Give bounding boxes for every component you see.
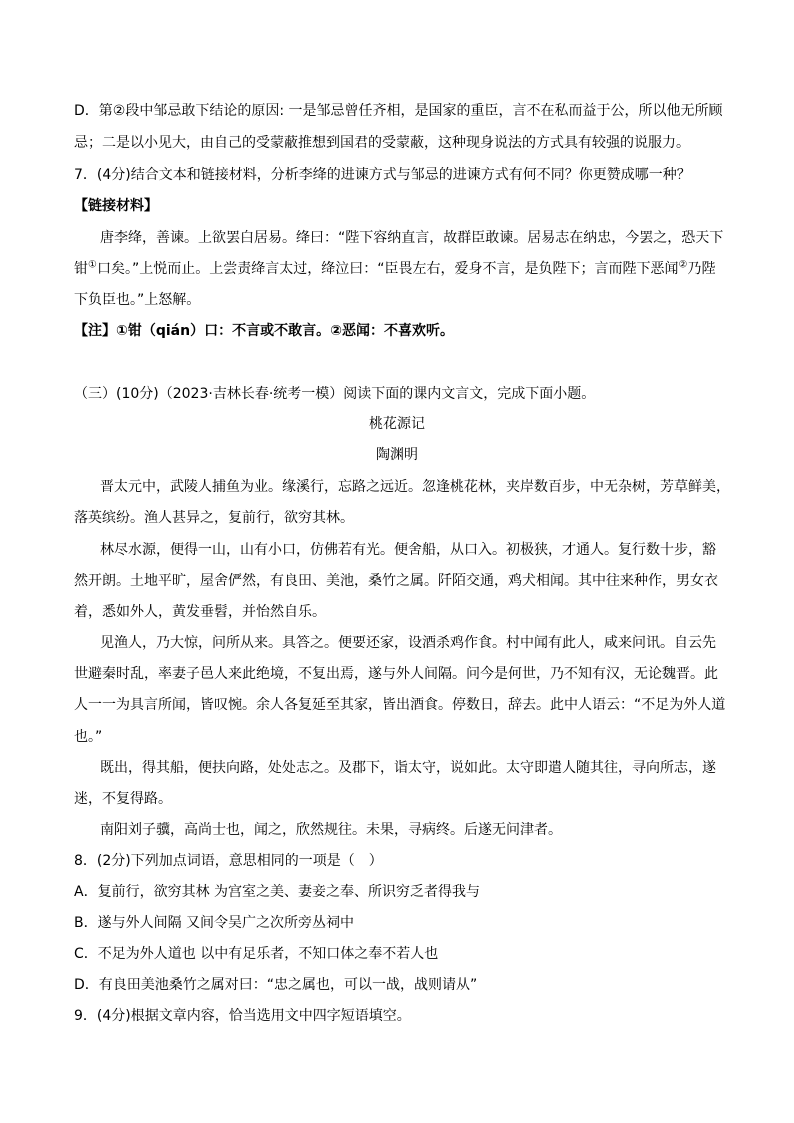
passage-p1-line-2: 落英缤纷。渔人甚异之，复前行，欲穷其林。 [74,510,354,526]
material-line-2 [74,259,715,279]
question-7: 7．(4分)结合文本和链接材料，分析李绛的进谏方式与邹忌的进谏方式有何不同？你更赞成哪一种？ [74,167,691,183]
passage-p5: 南阳刘子骥，高尚士也，闻之，欣然规往。未果，寻病终。后遂无问津者。 [100,822,562,838]
link-material-header: 【链接材料】 [74,198,158,214]
annotation-note: 【注】①钳（qián）口：不言或不敢言。②恶闻：不喜欢听。 [74,323,454,339]
question-9: 9．(4分)根据文章内容，恰当选用文中四字短语填空。 [74,1008,411,1024]
option-d-line-1: D．第②段中邹忌敢下结论的原因: 一是邹忌曾任齐相，是国家的重臣，言不在私而益于公，所以他无所顾 [74,103,723,119]
material-text: 口矣。”上悦而止。上尝责绛言太过，绛泣曰：“臣畏左右，爱身不言，是负陛下；言而陛下恶闻 [96,261,679,277]
question-8: 8．(2分)下列加点词语，意思相同的一项是（ ） [74,853,383,869]
passage-p2-line-2: 然开朗。土地平旷，屋舍俨然，有良田、美池，桑竹之属。阡陌交通，鸡犬相闻。其中往来种作，男女衣 [74,573,718,589]
passage-title: 桃花源记 [369,416,425,432]
option-a: A．复前行，欲穷其林 为宫室之美、妻妾之奉、所识穷乏者得我与 [74,884,481,900]
passage-p4-line-2: 迷，不复得路。 [74,791,172,807]
passage-p2-line-3: 着，悉如外人，黄发垂髫，并怡然自乐。 [74,604,326,620]
material-text-end: 乃陛 [687,261,716,277]
passage-p2-line-1: 林尽水源，便得一山，山有小口，仿佛若有光。便舍船，从口入。初极狭，才通人。复行数十步，豁 [100,542,716,558]
passage-author: 陶渊明 [376,447,418,463]
section-3-heading: （三）(10分)（2023·吉林长春·统考一模）阅读下面的课内文言文，完成下面小题。 [74,386,596,402]
option-b: B．遂与外人间隔 又间令吴广之次所旁丛祠中 [74,915,355,931]
passage-p3-line-3: 人一一为具言所闻，皆叹惋。余人各复延至其家，皆出酒食。停数日，辞去。此中人语云：“不足为外人道 [74,697,726,713]
footnote-marker-1: ① [88,259,97,271]
footnote-marker-2: ② [678,259,688,271]
passage-p3-line-1: 见渔人，乃大惊，问所从来。具答之。便要还家，设酒杀鸡作食。村中闻有此人，咸来问讯。自云先 [100,635,716,651]
material-line-3: 下负臣也。”上怒解。 [74,292,201,308]
passage-p1-line-1: 晋太元中，武陵人捕鱼为业。缘溪行，忘路之远近。忽逢桃花林，夹岸数百步，中无杂树，芳草鲜美， [100,479,730,495]
material-line-1: 唐李绛，善谏。上欲罢白居易。绛曰：“陛下容纳直言，故群臣敢谏。居易志在纳忠，今罢之，恐天下 [100,230,724,246]
option-c: C．不足为外人道也 以中有足乐者，不知口体之奉不若人也 [74,946,439,962]
passage-p3-line-4: 也。” [74,729,103,745]
passage-p3-line-2: 世避秦时乱，率妻子邑人来此绝境，不复出焉，遂与外人间隔。问今是何世，乃不知有汉，无论魏晋。此 [74,666,718,682]
option-d-line-2: 忌；二是以小见大，由自己的受蒙蔽推想到国君的受蒙蔽，这种现身说法的方式具有较强的说服力。 [74,135,690,151]
material-word: 钳 [74,261,88,277]
option-d: D．有良田美池桑竹之属对曰：“忠之属也，可以一战，战则请从” [74,977,478,993]
passage-p4-line-1: 既出，得其船，便扶向路，处处志之。及郡下，诣太守，说如此。太守即遣人随其往，寻向所志，遂 [100,760,716,776]
